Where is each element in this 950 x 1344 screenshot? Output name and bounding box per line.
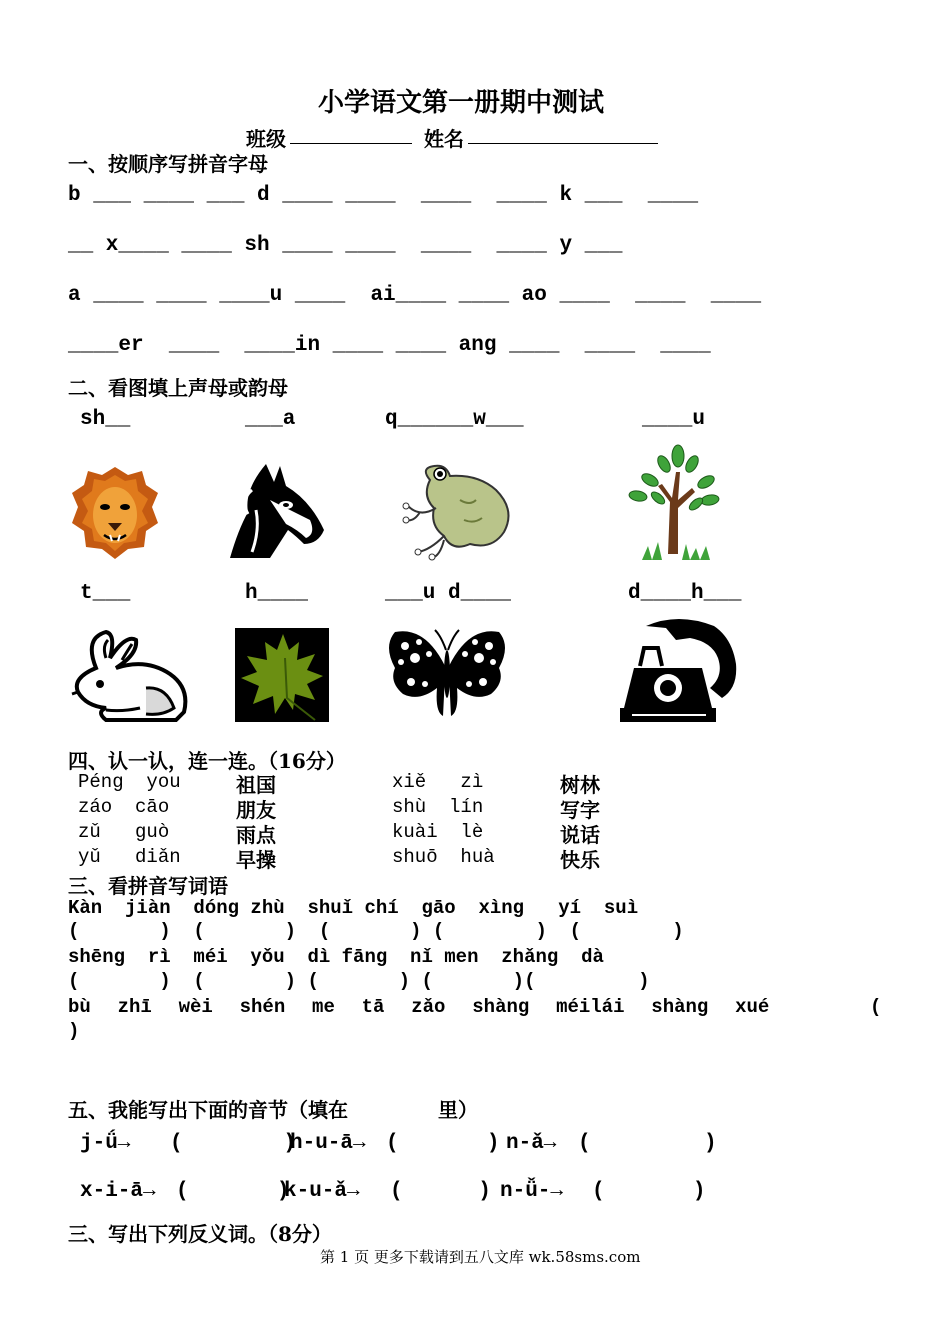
fill-in-box xyxy=(388,1094,428,1120)
left-pinyin-2: záo cāo xyxy=(78,796,170,818)
syllable-hua: h-u-ā→ xyxy=(290,1132,366,1155)
syllable-nv-answer[interactable]: ( ) xyxy=(592,1180,706,1203)
frog-icon xyxy=(400,460,515,560)
right-pinyin-1: xiě zì xyxy=(392,771,484,793)
left-word-3: 雨点 xyxy=(236,823,276,847)
syllable-na: n-ǎ→ xyxy=(506,1132,557,1155)
section1-heading: 一、按顺序写拼音字母 xyxy=(68,152,268,176)
syllable-kua-answer[interactable]: ( ) xyxy=(390,1180,491,1203)
right-word-4: 快乐 xyxy=(560,848,600,872)
sentence-close-bracket: ) xyxy=(68,1020,80,1042)
syllable-jv-answer[interactable]: ( ) xyxy=(170,1132,297,1155)
picture-label-butterfly: ___u d____ xyxy=(385,582,512,605)
class-field[interactable] xyxy=(290,142,412,144)
name-label: 姓名 xyxy=(424,127,464,151)
alphabet-row-3: a ____ ____ ____u ____ ai____ ____ ao ____ ____ ____ xyxy=(68,284,762,307)
telephone-icon xyxy=(618,618,738,724)
left-pinyin-4: yǔ diǎn xyxy=(78,846,181,868)
syllable-hua-answer[interactable]: ( ) xyxy=(386,1132,500,1155)
section5-heading: 五、我能写出下面的音节（填在 xyxy=(68,1098,348,1122)
right-word-2: 写字 xyxy=(560,798,600,822)
answer-brackets-line-2: ( ) ( ) ( ) ( )( ) xyxy=(68,970,650,992)
class-label: 班级 xyxy=(246,127,286,151)
page-footer: 第 1 页 更多下载请到五八文库 wk.58sms.com xyxy=(320,1248,641,1266)
answer-brackets-line-1: ( ) ( ) ( ) ( ) ( ) xyxy=(68,920,684,942)
syllable-xia-answer[interactable]: ( ) xyxy=(176,1180,290,1203)
pinyin-words-line-1: Kàn jiàn dóng zhù shuǐ chí gāo xìng yí suì xyxy=(68,897,639,919)
syllable-xia: x-i-ā→ xyxy=(80,1180,156,1203)
syllable-kua: k-u-ǎ→ xyxy=(284,1180,360,1203)
horse-icon xyxy=(226,460,326,560)
left-word-2: 朋友 xyxy=(236,798,276,822)
pinyin-sentence: bù zhī wèi shén me tā zǎo shàng méilái shàng xué xyxy=(68,996,770,1018)
right-pinyin-4: shuō huà xyxy=(392,846,495,868)
left-word-1: 祖国 xyxy=(236,773,276,797)
picture-label-horse: ___a xyxy=(245,408,296,431)
section5-heading-end: 里） xyxy=(438,1098,478,1122)
syllable-jv: j-ǘ→ xyxy=(80,1132,131,1155)
section3a-heading: 三、看拼音写词语 xyxy=(68,874,228,898)
rabbit-icon xyxy=(66,628,192,724)
picture-label-frog: q______w___ xyxy=(385,408,524,431)
lion-icon xyxy=(70,465,160,560)
left-pinyin-3: zǔ guò xyxy=(78,821,170,843)
section2-heading: 二、看图填上声母或韵母 xyxy=(68,376,288,400)
butterfly-icon xyxy=(385,626,509,718)
page-title: 小学语文第一册期中测试 xyxy=(318,88,605,118)
section4-heading: 四、认一认，连一连。（16分） xyxy=(68,749,346,773)
picture-label-leaf: h____ xyxy=(245,582,309,605)
picture-label-telephone: d____h___ xyxy=(628,582,742,605)
leaf-icon xyxy=(235,628,329,722)
name-field[interactable] xyxy=(468,142,658,144)
right-pinyin-2: shù lín xyxy=(392,796,484,818)
sentence-open-bracket: ( xyxy=(870,996,882,1018)
right-word-1: 树林 xyxy=(560,773,600,797)
syllable-nv: n-ǚ-→ xyxy=(500,1180,564,1203)
alphabet-row-2: __ x____ ____ sh ____ ____ ____ ____ y ___ xyxy=(68,234,623,257)
picture-label-tree: ____u xyxy=(642,408,706,431)
picture-label-lion: sh__ xyxy=(80,408,131,431)
right-word-3: 说话 xyxy=(560,823,600,847)
pinyin-words-line-2: shēng rì méi yǒu dì fāng nǐ men zhǎng dà xyxy=(68,946,604,968)
right-pinyin-3: kuài lè xyxy=(392,821,484,843)
left-word-4: 早操 xyxy=(236,848,276,872)
left-pinyin-1: Péng you xyxy=(78,771,181,793)
alphabet-row-4: ____er ____ ____in ____ ____ ang ____ ____ ____ xyxy=(68,334,711,357)
tree-icon xyxy=(622,442,722,562)
alphabet-row-1: b ___ ____ ___ d ____ ____ ____ ____ k ___ ____ xyxy=(68,184,699,207)
picture-label-rabbit: t___ xyxy=(80,582,131,605)
syllable-na-answer[interactable]: ( ) xyxy=(578,1132,717,1155)
section3b-heading: 三、写出下列反义词。（8分） xyxy=(68,1222,332,1246)
